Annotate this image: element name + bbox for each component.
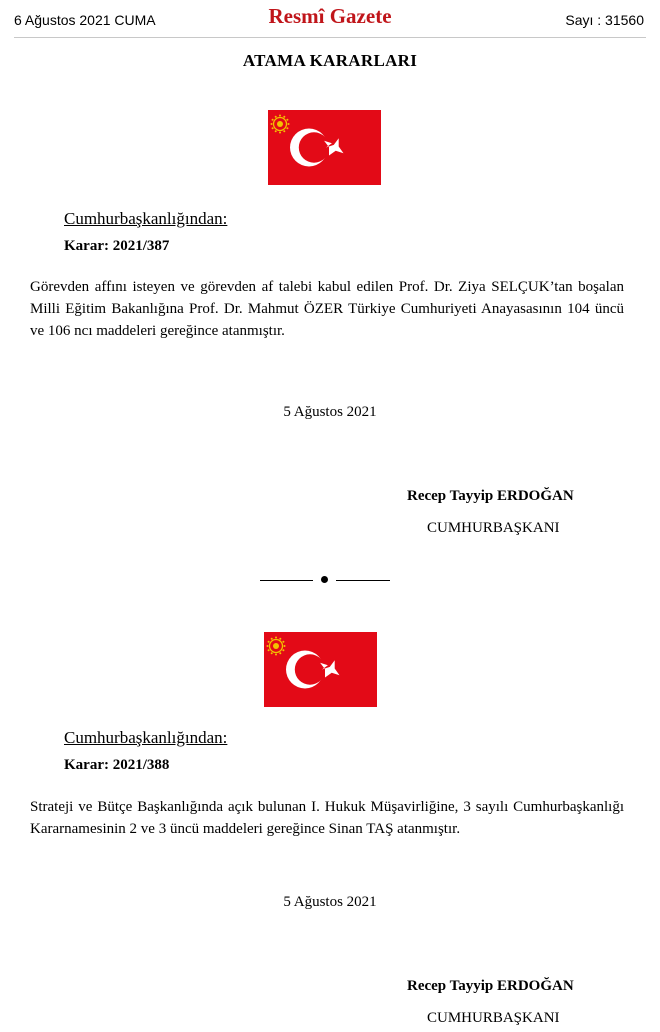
decree-separator (260, 568, 390, 588)
signatory-title: CUMHURBAŞKANI (427, 1010, 560, 1026)
signatory-name: Recep Tayyip ERDOĞAN (407, 488, 574, 504)
gazette-header (0, 0, 660, 42)
decree-body: Strateji ve Bütçe Başkanlığında açık bulunan I. Hukuk Müşavirliğine, 3 sayılı Cumhurbaşkanlığı Kararnamesinin 2 ve 3 üncü maddeleri gereğince Sinan TAŞ atanmıştır. (30, 799, 624, 837)
signatory-title: CUMHURBAŞKANI (427, 520, 560, 536)
separator-line-right (336, 580, 390, 581)
separator-dot (321, 576, 328, 583)
issue-number: Sayı : 31560 (565, 12, 644, 28)
separator-line-left (260, 580, 313, 581)
page-heading: ATAMA KARARLARI (242, 51, 418, 70)
presidential-flag-icon (268, 110, 381, 185)
issuing-authority: Cumhurbaşkanlığından: (64, 728, 228, 747)
signatory-name: Recep Tayyip ERDOĞAN (407, 978, 574, 994)
presidential-flag-icon (264, 632, 377, 707)
decree-date: 5 Ağustos 2021 (283, 404, 377, 420)
header-divider (14, 37, 646, 38)
decree-number: Karar: 2021/387 (64, 238, 170, 254)
decree-body: Görevden affını isteyen ve görevden af talebi kabul edilen Prof. Dr. Ziya SELÇUK’tan boşalan Milli Eğitim Bakanlığına Prof. Dr. Mahmut ÖZER Türkiye Cumhuriyeti Anayasasının 104 üncü ve 106 ncı maddeleri gereğince atanmıştır. (30, 279, 624, 339)
decree-date: 5 Ağustos 2021 (283, 894, 377, 910)
issue-date: 6 Ağustos 2021 CUMA (14, 12, 156, 28)
issuing-authority: Cumhurbaşkanlığından: (64, 209, 228, 228)
decree-number: Karar: 2021/388 (64, 757, 170, 773)
gazette-title: Resmî Gazete (268, 4, 392, 28)
